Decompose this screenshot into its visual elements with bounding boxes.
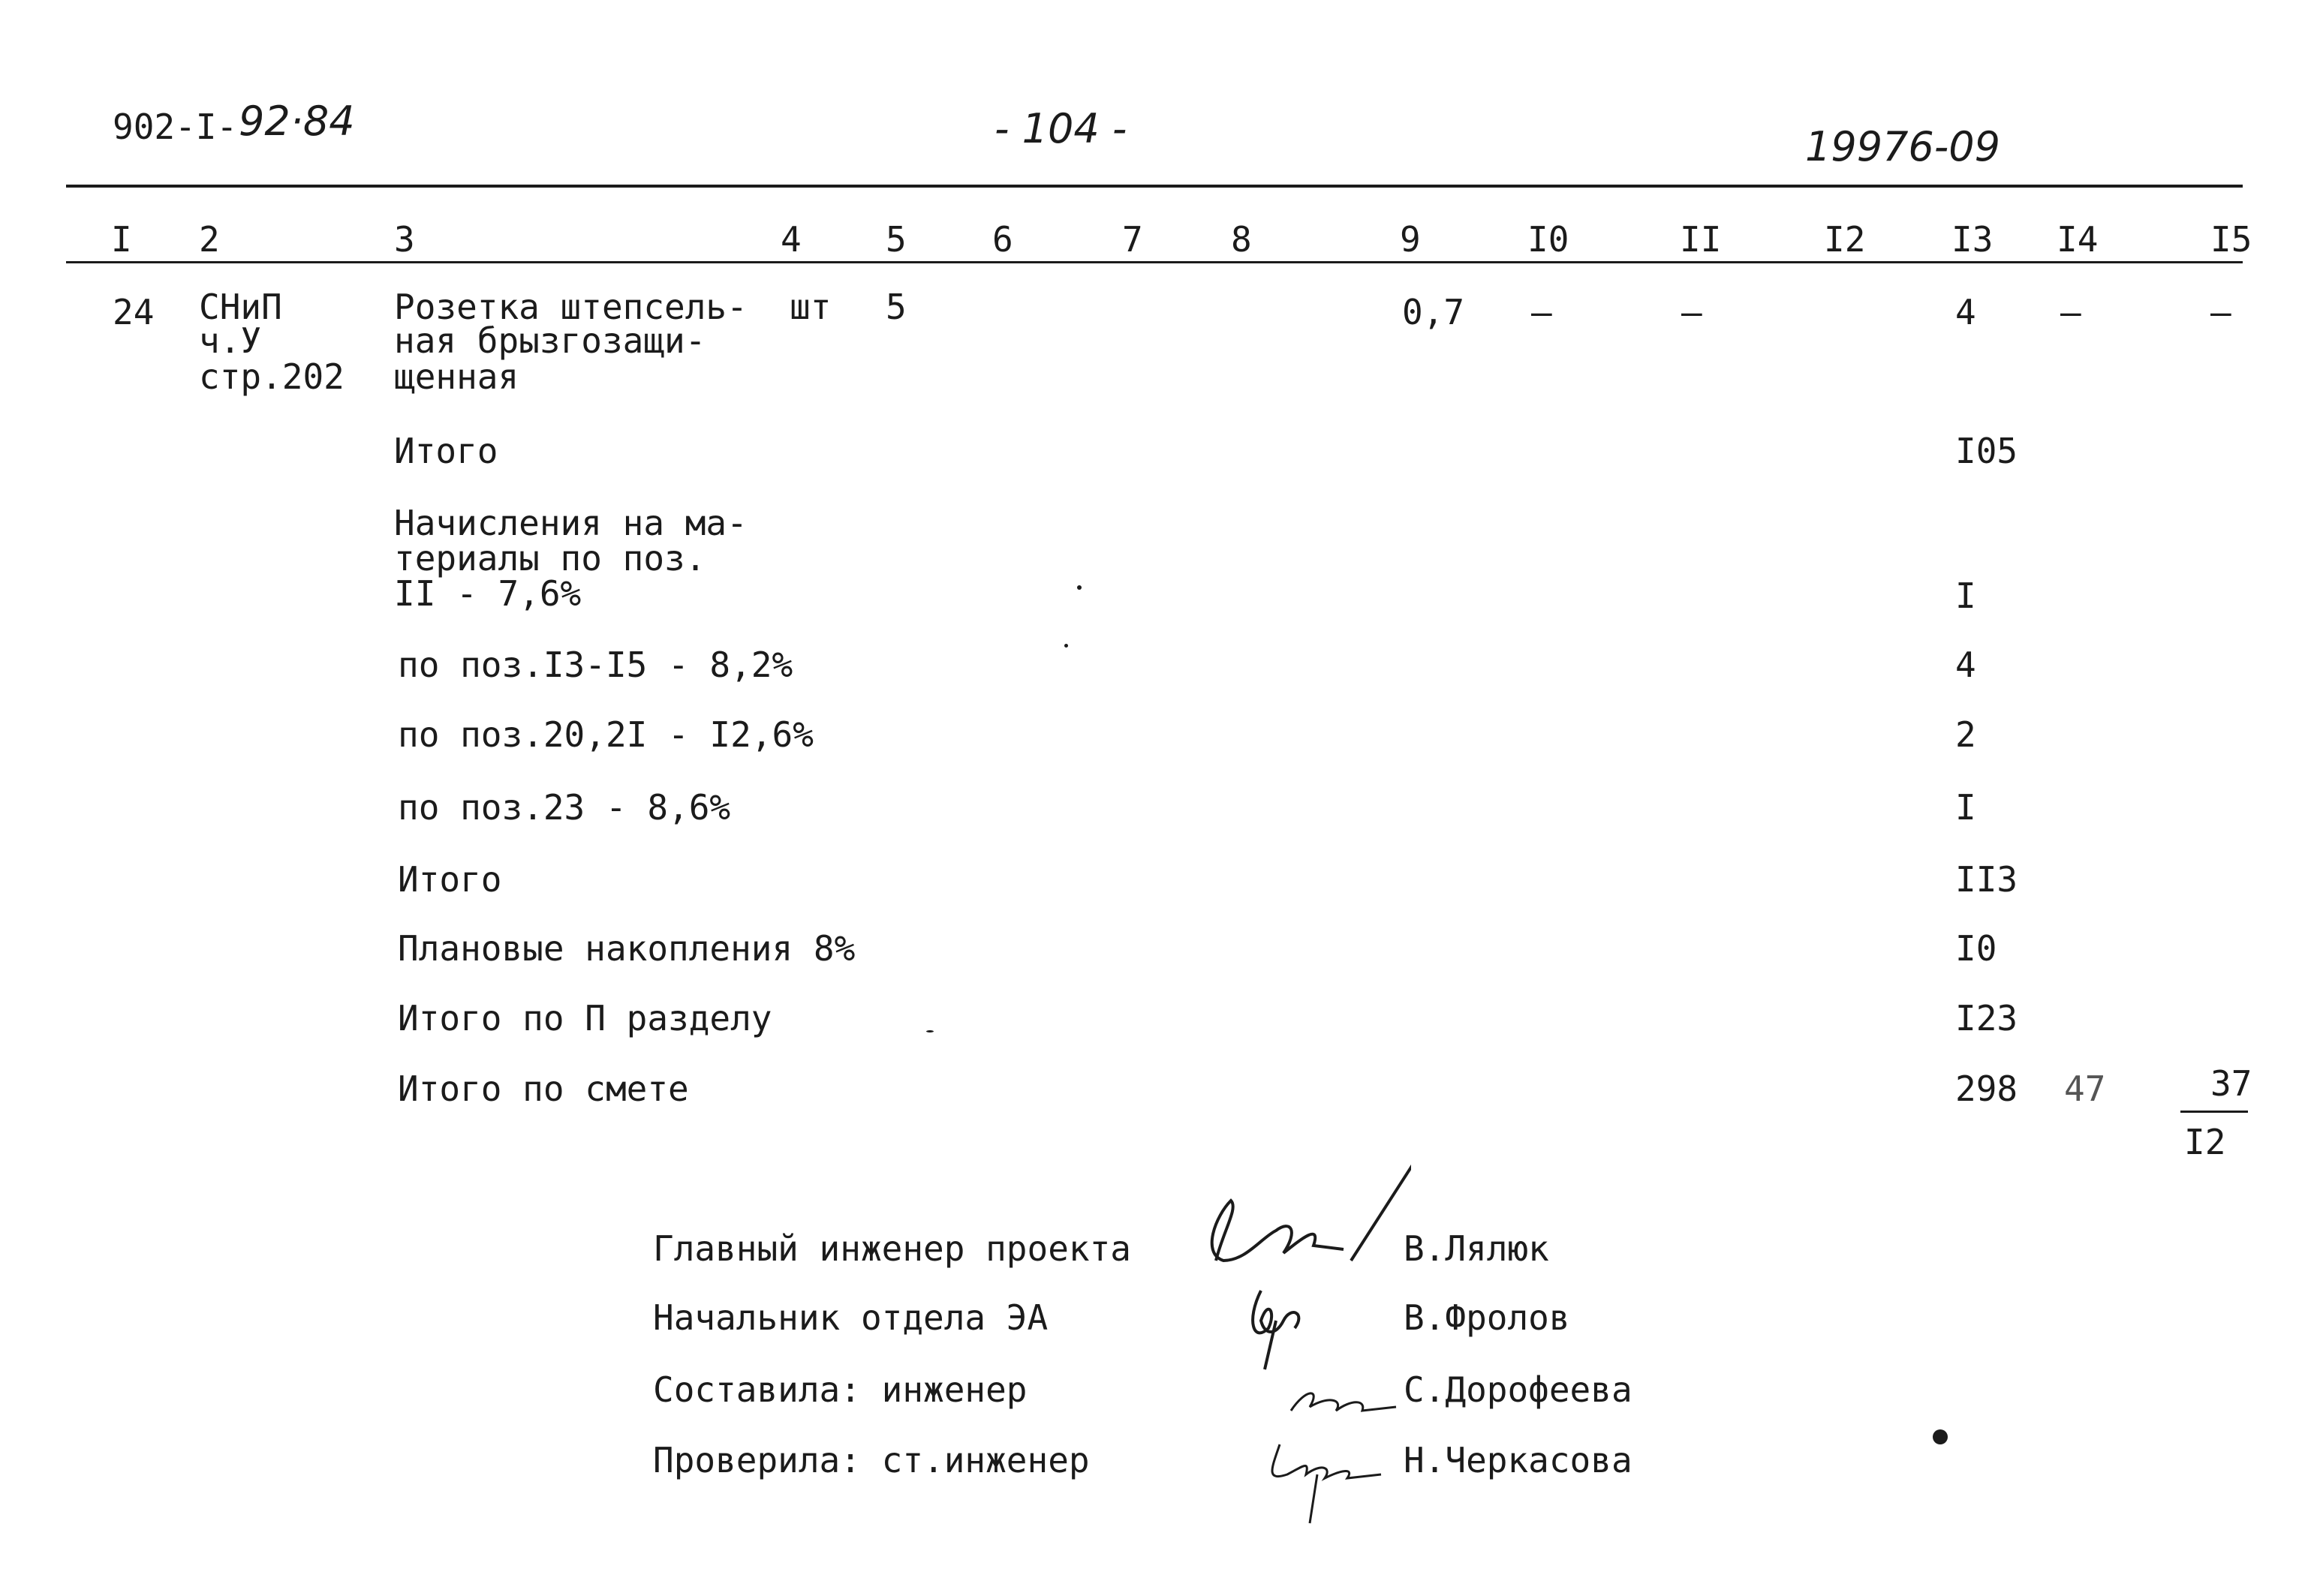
summary-value: I05: [1955, 431, 2018, 471]
item-name-line-3: щенная: [394, 356, 519, 397]
fraction-line: [2180, 1111, 2248, 1113]
summary-label: Начисления на ма-: [394, 503, 748, 543]
col-header-11: II: [1680, 219, 1722, 260]
col-header-7: 7: [1122, 219, 1143, 260]
summary-label: Плановые накопления 8%: [398, 928, 856, 969]
signature-role: Главный инженер проекта: [653, 1228, 1131, 1269]
signature-name: В.Лялюк: [1404, 1228, 1549, 1269]
doc-code: 902-I-: [113, 107, 238, 147]
ref-line-1: СНиП: [199, 287, 282, 327]
summary-label: по поз.20,2I - I2,6%: [398, 714, 814, 755]
col-header-13: I3: [1951, 219, 1994, 260]
header-rule-top: [66, 185, 2243, 188]
signature-dept-head: [1231, 1276, 1321, 1373]
col14-cell: –: [2060, 292, 2081, 332]
scan-speck: [926, 1030, 934, 1032]
summary-label: II - 7,6%: [394, 573, 582, 614]
scan-speck: [1064, 644, 1068, 648]
summary-label: Итого по П разделу: [398, 998, 772, 1038]
col-header-8: 8: [1231, 219, 1252, 260]
signature-compiler: [1276, 1366, 1411, 1426]
summary-label: Итого по смете: [398, 1069, 689, 1109]
col-header-14: I4: [2057, 219, 2099, 260]
col11-cell: –: [1681, 292, 1702, 332]
header-rule-bottom: [66, 261, 2243, 263]
summary-value: I: [1955, 787, 1976, 828]
item-name-line-1: Розетка штепсель-: [394, 287, 748, 327]
scan-speck: [1933, 1429, 1948, 1444]
signature-name: Н.Черкасова: [1404, 1440, 1632, 1480]
item-name-line-2: ная брызгозащи-: [394, 320, 706, 361]
summary-value: 298: [1955, 1069, 2018, 1109]
col15-total-denominator: I2: [2184, 1122, 2226, 1162]
signature-name: В.Фролов: [1404, 1297, 1570, 1338]
signature-role: Проверила: ст.инженер: [653, 1440, 1090, 1480]
signature-role: Начальник отдела ЭА: [653, 1297, 1049, 1338]
col-header-1: I: [111, 219, 132, 260]
page-number: - 104 -: [995, 105, 1127, 152]
qty-cell: 5: [886, 287, 907, 327]
doc-code-handwritten: 92·84: [239, 98, 355, 145]
ref-line-2: ч.У: [199, 320, 262, 361]
summary-value: I: [1955, 576, 1976, 616]
col13-cell: 4: [1955, 292, 1976, 332]
summary-value: II3: [1955, 859, 2018, 900]
col-header-10: I0: [1527, 219, 1569, 260]
summary-value: I0: [1955, 928, 1997, 969]
signature-chief-engineer: [1171, 1148, 1411, 1276]
summary-label: Итого: [398, 859, 502, 900]
signature-checker: [1250, 1429, 1400, 1527]
signature-role: Составила: инженер: [653, 1369, 1028, 1410]
col15-total-numerator: 37: [2210, 1063, 2252, 1104]
col15-cell: –: [2210, 292, 2231, 332]
summary-label: по поз.I3-I5 - 8,2%: [398, 645, 793, 685]
summary-label: териалы по поз.: [394, 538, 706, 579]
summary-label: по поз.23 - 8,6%: [398, 787, 731, 828]
col-header-15: I5: [2210, 219, 2252, 260]
col-header-2: 2: [199, 219, 220, 260]
col-header-9: 9: [1400, 219, 1421, 260]
summary-value: 2: [1955, 714, 1976, 755]
col-header-12: I2: [1824, 219, 1866, 260]
signature-name: С.Дорофеева: [1404, 1369, 1632, 1410]
summary-value: I23: [1955, 998, 2018, 1038]
col14-total: 47: [2064, 1069, 2106, 1109]
col10-cell: –: [1531, 292, 1552, 332]
col-header-3: 3: [394, 219, 415, 260]
scan-speck: [1077, 585, 1082, 590]
col9-cell: 0,7: [1402, 292, 1465, 332]
document-number: 19976-09: [1805, 123, 2000, 170]
col-header-5: 5: [886, 219, 907, 260]
summary-label: Итого: [394, 431, 498, 471]
col-header-6: 6: [992, 219, 1013, 260]
unit-cell: шт: [790, 287, 832, 327]
summary-value: 4: [1955, 645, 1976, 685]
col-header-4: 4: [781, 219, 802, 260]
row-number: 24: [113, 292, 155, 332]
ref-line-3: стр.202: [199, 356, 345, 397]
